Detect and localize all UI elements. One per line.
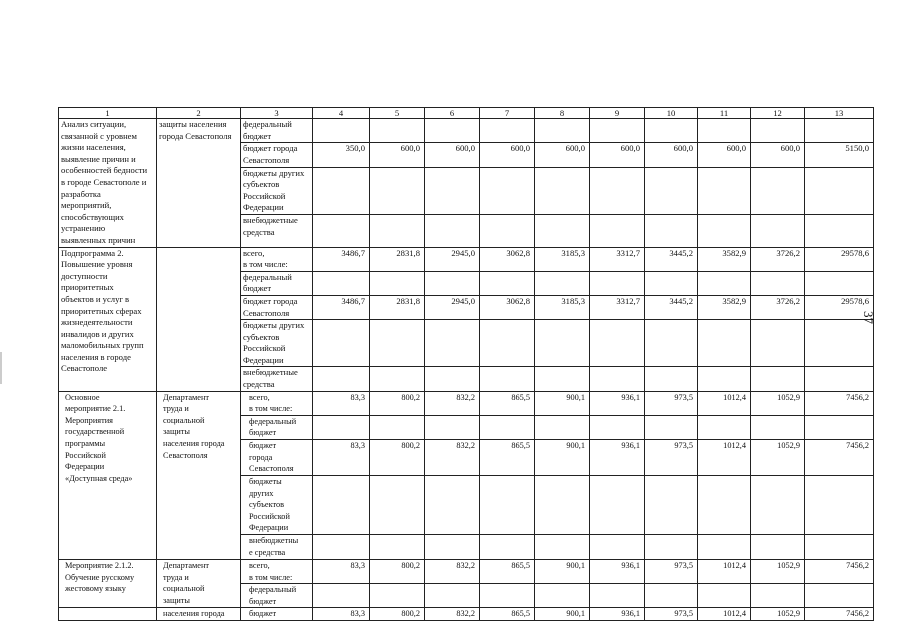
column-header: 7 — [480, 108, 535, 119]
empty-cell — [425, 271, 480, 295]
empty-cell — [645, 415, 698, 439]
column-header: 5 — [370, 108, 425, 119]
empty-cell — [805, 320, 874, 367]
source-label: бюджет города Севастополя — [241, 440, 313, 476]
value-cell: 3582,9 — [698, 247, 751, 271]
empty-cell — [698, 415, 751, 439]
empty-cell — [698, 320, 751, 367]
empty-cell — [590, 584, 645, 608]
empty-cell — [313, 215, 370, 247]
value-cell: 3582,9 — [698, 295, 751, 319]
empty-cell — [425, 119, 480, 143]
value-cell: 832,2 — [425, 608, 480, 621]
empty-cell — [425, 167, 480, 215]
column-header: 8 — [535, 108, 590, 119]
empty-cell — [751, 584, 805, 608]
empty-cell — [698, 271, 751, 295]
empty-cell — [751, 215, 805, 247]
empty-cell — [370, 271, 425, 295]
value-cell: 3312,7 — [590, 295, 645, 319]
value-cell: 832,2 — [425, 560, 480, 584]
empty-cell — [751, 476, 805, 535]
column-header: 11 — [698, 108, 751, 119]
empty-cell — [590, 415, 645, 439]
empty-cell — [645, 167, 698, 215]
source-label: бюджеты других субъектов Российской Федерации — [241, 167, 313, 215]
empty-cell — [313, 367, 370, 391]
empty-cell — [370, 167, 425, 215]
empty-cell — [590, 215, 645, 247]
column-header: 2 — [157, 108, 241, 119]
scan-edge-mark — [0, 352, 2, 384]
source-label: бюджет — [241, 608, 313, 621]
value-cell: 2831,8 — [370, 295, 425, 319]
budget-table — [58, 107, 874, 621]
value-cell: 2831,8 — [370, 247, 425, 271]
empty-cell — [480, 119, 535, 143]
value-cell: 1052,9 — [751, 391, 805, 415]
value-cell: 350,0 — [313, 143, 370, 167]
empty-cell — [751, 119, 805, 143]
value-cell: 1012,4 — [698, 440, 751, 476]
empty-cell — [698, 476, 751, 535]
value-cell: 3312,7 — [590, 247, 645, 271]
value-cell: 83,3 — [313, 391, 370, 415]
empty-cell — [805, 215, 874, 247]
empty-cell — [805, 535, 874, 560]
value-cell: 1012,4 — [698, 391, 751, 415]
empty-cell — [313, 584, 370, 608]
executor-name: Департамент труда и социальной защиты населения города Севастополя — [157, 391, 241, 559]
empty-cell — [480, 584, 535, 608]
empty-cell — [751, 167, 805, 215]
empty-cell — [698, 367, 751, 391]
source-label: федеральный бюджет — [241, 271, 313, 295]
value-cell: 900,1 — [535, 391, 590, 415]
empty-cell — [370, 367, 425, 391]
empty-cell — [645, 367, 698, 391]
column-header: 13 — [805, 108, 874, 119]
value-cell: 2945,0 — [425, 247, 480, 271]
table-row — [59, 608, 874, 621]
executor-name: Департамент труда и социальной защиты — [157, 560, 241, 608]
value-cell: 7456,2 — [805, 440, 874, 476]
column-header: 6 — [425, 108, 480, 119]
empty-cell — [480, 167, 535, 215]
empty-cell — [645, 271, 698, 295]
empty-cell — [313, 271, 370, 295]
empty-cell — [313, 535, 370, 560]
value-cell: 865,5 — [480, 608, 535, 621]
table-row — [59, 108, 874, 119]
source-label: бюджет города Севастополя — [241, 295, 313, 319]
value-cell: 800,2 — [370, 560, 425, 584]
source-label: всего, в том числе: — [241, 391, 313, 415]
activity-name — [59, 608, 157, 621]
value-cell: 900,1 — [535, 560, 590, 584]
empty-cell — [480, 415, 535, 439]
value-cell: 3185,3 — [535, 247, 590, 271]
value-cell: 3185,3 — [535, 295, 590, 319]
empty-cell — [535, 535, 590, 560]
value-cell: 600,0 — [535, 143, 590, 167]
empty-cell — [370, 119, 425, 143]
source-label: бюджеты других субъектов Российской Федерации — [241, 476, 313, 535]
value-cell: 1052,9 — [751, 560, 805, 584]
source-label: внебюджетные средства — [241, 367, 313, 391]
table-row — [59, 560, 874, 584]
executor-name — [157, 247, 241, 391]
activity-name: Мероприятие 2.1.2. Обучение русскому жестовому языку — [59, 560, 157, 608]
empty-cell — [425, 415, 480, 439]
empty-cell — [645, 535, 698, 560]
empty-cell — [698, 215, 751, 247]
value-cell: 973,5 — [645, 391, 698, 415]
executor-name: защиты населения города Севастополя — [157, 119, 241, 248]
empty-cell — [805, 271, 874, 295]
empty-cell — [425, 367, 480, 391]
value-cell: 800,2 — [370, 440, 425, 476]
value-cell: 3062,8 — [480, 247, 535, 271]
empty-cell — [535, 415, 590, 439]
empty-cell — [535, 367, 590, 391]
value-cell: 1052,9 — [751, 440, 805, 476]
executor-name: населения города — [157, 608, 241, 621]
value-cell: 800,2 — [370, 391, 425, 415]
source-label: федеральный бюджет — [241, 415, 313, 439]
empty-cell — [480, 476, 535, 535]
table-row — [59, 391, 874, 415]
empty-cell — [425, 476, 480, 535]
value-cell: 973,5 — [645, 440, 698, 476]
value-cell: 900,1 — [535, 440, 590, 476]
value-cell: 936,1 — [590, 391, 645, 415]
empty-cell — [313, 119, 370, 143]
value-cell: 5150,0 — [805, 143, 874, 167]
empty-cell — [751, 535, 805, 560]
empty-cell — [425, 584, 480, 608]
value-cell: 973,5 — [645, 608, 698, 621]
empty-cell — [645, 476, 698, 535]
value-cell: 3486,7 — [313, 295, 370, 319]
empty-cell — [535, 167, 590, 215]
column-header: 4 — [313, 108, 370, 119]
empty-cell — [313, 167, 370, 215]
value-cell: 936,1 — [590, 560, 645, 584]
value-cell: 29578,6 — [805, 295, 874, 319]
column-header: 9 — [590, 108, 645, 119]
empty-cell — [645, 215, 698, 247]
empty-cell — [313, 320, 370, 367]
page-number: 37 — [861, 311, 876, 324]
value-cell: 936,1 — [590, 440, 645, 476]
value-cell: 7456,2 — [805, 391, 874, 415]
empty-cell — [751, 271, 805, 295]
empty-cell — [805, 167, 874, 215]
empty-cell — [480, 215, 535, 247]
value-cell: 1052,9 — [751, 608, 805, 621]
column-header: 12 — [751, 108, 805, 119]
value-cell: 1012,4 — [698, 560, 751, 584]
source-label: бюджет города Севастополя — [241, 143, 313, 167]
value-cell: 865,5 — [480, 560, 535, 584]
value-cell: 3726,2 — [751, 295, 805, 319]
empty-cell — [535, 215, 590, 247]
empty-cell — [805, 584, 874, 608]
empty-cell — [590, 167, 645, 215]
empty-cell — [590, 476, 645, 535]
value-cell: 865,5 — [480, 440, 535, 476]
value-cell: 2945,0 — [425, 295, 480, 319]
empty-cell — [425, 320, 480, 367]
empty-cell — [751, 415, 805, 439]
empty-cell — [370, 476, 425, 535]
source-label: бюджеты других субъектов Российской Федерации — [241, 320, 313, 367]
empty-cell — [645, 119, 698, 143]
empty-cell — [535, 271, 590, 295]
empty-cell — [590, 320, 645, 367]
value-cell: 600,0 — [480, 143, 535, 167]
value-cell: 83,3 — [313, 440, 370, 476]
empty-cell — [535, 476, 590, 535]
column-header: 10 — [645, 108, 698, 119]
activity-name: Основное мероприятие 2.1. Мероприятия государственной программы Российской Федерации «Доступная среда» — [59, 391, 157, 559]
empty-cell — [370, 415, 425, 439]
empty-cell — [751, 367, 805, 391]
empty-cell — [805, 367, 874, 391]
empty-cell — [805, 119, 874, 143]
value-cell: 7456,2 — [805, 608, 874, 621]
source-label: федеральный бюджет — [241, 584, 313, 608]
value-cell: 29578,6 — [805, 247, 874, 271]
empty-cell — [535, 119, 590, 143]
empty-cell — [805, 476, 874, 535]
value-cell: 1012,4 — [698, 608, 751, 621]
empty-cell — [425, 535, 480, 560]
value-cell: 973,5 — [645, 560, 698, 584]
empty-cell — [480, 271, 535, 295]
source-label: федеральный бюджет — [241, 119, 313, 143]
activity-name: Анализ ситуации, связанной с уровнем жизни населения, выявление причин и особенностей бедности в городе Севастополе и разработка мероприятий, способствующих устранению выявленных причин — [59, 119, 157, 248]
empty-cell — [590, 367, 645, 391]
empty-cell — [590, 271, 645, 295]
empty-cell — [805, 415, 874, 439]
empty-cell — [535, 584, 590, 608]
empty-cell — [698, 167, 751, 215]
source-label: всего, в том числе: — [241, 247, 313, 271]
value-cell: 936,1 — [590, 608, 645, 621]
empty-cell — [535, 320, 590, 367]
value-cell: 800,2 — [370, 608, 425, 621]
value-cell: 7456,2 — [805, 560, 874, 584]
table-row — [59, 247, 874, 271]
empty-cell — [370, 535, 425, 560]
value-cell: 900,1 — [535, 608, 590, 621]
table-row — [59, 119, 874, 143]
value-cell: 832,2 — [425, 391, 480, 415]
empty-cell — [313, 415, 370, 439]
empty-cell — [645, 320, 698, 367]
subprogram-name: Подпрограмма 2. Повышение уровня доступности приоритетных объектов и услуг в приоритетных сферах жизнедеятельности инвалидов и других маломобильных групп населения в городе Севастополе — [59, 247, 157, 391]
value-cell: 3062,8 — [480, 295, 535, 319]
empty-cell — [698, 535, 751, 560]
value-cell: 83,3 — [313, 608, 370, 621]
value-cell: 600,0 — [645, 143, 698, 167]
empty-cell — [590, 535, 645, 560]
value-cell: 600,0 — [698, 143, 751, 167]
empty-cell — [370, 320, 425, 367]
empty-cell — [590, 119, 645, 143]
source-label: всего, в том числе: — [241, 560, 313, 584]
value-cell: 83,3 — [313, 560, 370, 584]
empty-cell — [425, 215, 480, 247]
column-header: 3 — [241, 108, 313, 119]
value-cell: 3445,2 — [645, 295, 698, 319]
value-cell: 600,0 — [590, 143, 645, 167]
value-cell: 600,0 — [751, 143, 805, 167]
value-cell: 600,0 — [425, 143, 480, 167]
value-cell: 3726,2 — [751, 247, 805, 271]
empty-cell — [698, 584, 751, 608]
value-cell: 3445,2 — [645, 247, 698, 271]
empty-cell — [751, 320, 805, 367]
empty-cell — [313, 476, 370, 535]
value-cell: 3486,7 — [313, 247, 370, 271]
empty-cell — [480, 535, 535, 560]
empty-cell — [480, 320, 535, 367]
value-cell: 600,0 — [370, 143, 425, 167]
value-cell: 865,5 — [480, 391, 535, 415]
empty-cell — [370, 215, 425, 247]
empty-cell — [698, 119, 751, 143]
empty-cell — [370, 584, 425, 608]
column-header: 1 — [59, 108, 157, 119]
source-label: внебюджетные средства — [241, 215, 313, 247]
value-cell: 832,2 — [425, 440, 480, 476]
source-label: внебюджетны е средства — [241, 535, 313, 560]
empty-cell — [645, 584, 698, 608]
empty-cell — [480, 367, 535, 391]
